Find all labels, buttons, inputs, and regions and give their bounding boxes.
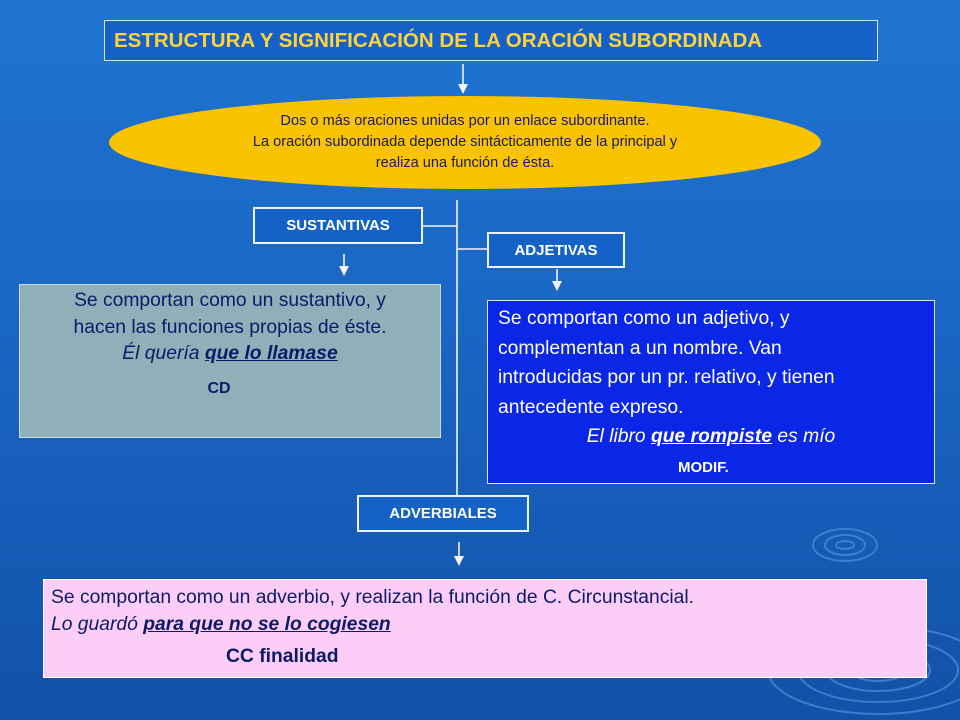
sustantivas-text-1: Se comportan como un sustantivo, y [74, 290, 386, 311]
adverbiales-example [51, 611, 926, 638]
adverbiales-label: ADVERBIALES [357, 495, 529, 532]
sustantivas-example [20, 341, 440, 368]
adjetivas-example-highlight: que rompiste [650, 426, 773, 447]
adjetivas-function: MODIF. [678, 458, 729, 476]
sustantivas-example-prefix: Él quería [122, 343, 205, 364]
adverbiales-example-prefix: Lo guardó [51, 614, 144, 635]
definition-oval [109, 96, 821, 189]
adjetivas-label: ADJETIVAS [487, 232, 625, 268]
adjetivas-example-suffix: es mío [772, 426, 836, 447]
adjetivas-example-prefix: El libro [586, 426, 651, 447]
adjetivas-text-2: complementan a un nombre. Van [498, 337, 782, 359]
adverbiales-panel [43, 579, 927, 678]
sustantivas-text-2: hacen las funciones propias de éste. [73, 316, 387, 338]
adverbiales-example-highlight: para que no se lo cogiesen [143, 614, 391, 635]
sustantivas-function: CD [207, 379, 231, 397]
page-title: ESTRUCTURA Y SIGNIFICACIÓN DE LA ORACIÓN SUBORDINADA [104, 20, 878, 61]
adjetivas-text-1: Se comportan como un adjetivo, y [498, 308, 790, 329]
adverbiales-text-1: Se comportan como un adverbio, y realizan la función de C. Circunstancial. [51, 587, 695, 608]
adjetivas-panel [487, 300, 935, 484]
definition-line-1: Dos o más oraciones unidas por un enlace subordinante. [280, 113, 650, 129]
adjetivas-text-3: introducidas por un pr. relativo, y tienen [498, 367, 835, 388]
adverbiales-function: CC finalidad [226, 646, 339, 667]
adjetivas-example [488, 422, 934, 452]
sustantivas-example-highlight: que lo llamase [204, 343, 338, 364]
definition-line-3: realiza una función de ésta. [375, 155, 555, 171]
sustantivas-label: SUSTANTIVAS [253, 207, 423, 244]
sustantivas-panel [19, 284, 441, 438]
definition-line-2: La oración subordinada depende sintácticamente de la principal y [252, 134, 678, 150]
adjetivas-text-4: antecedente expreso. [498, 396, 684, 418]
